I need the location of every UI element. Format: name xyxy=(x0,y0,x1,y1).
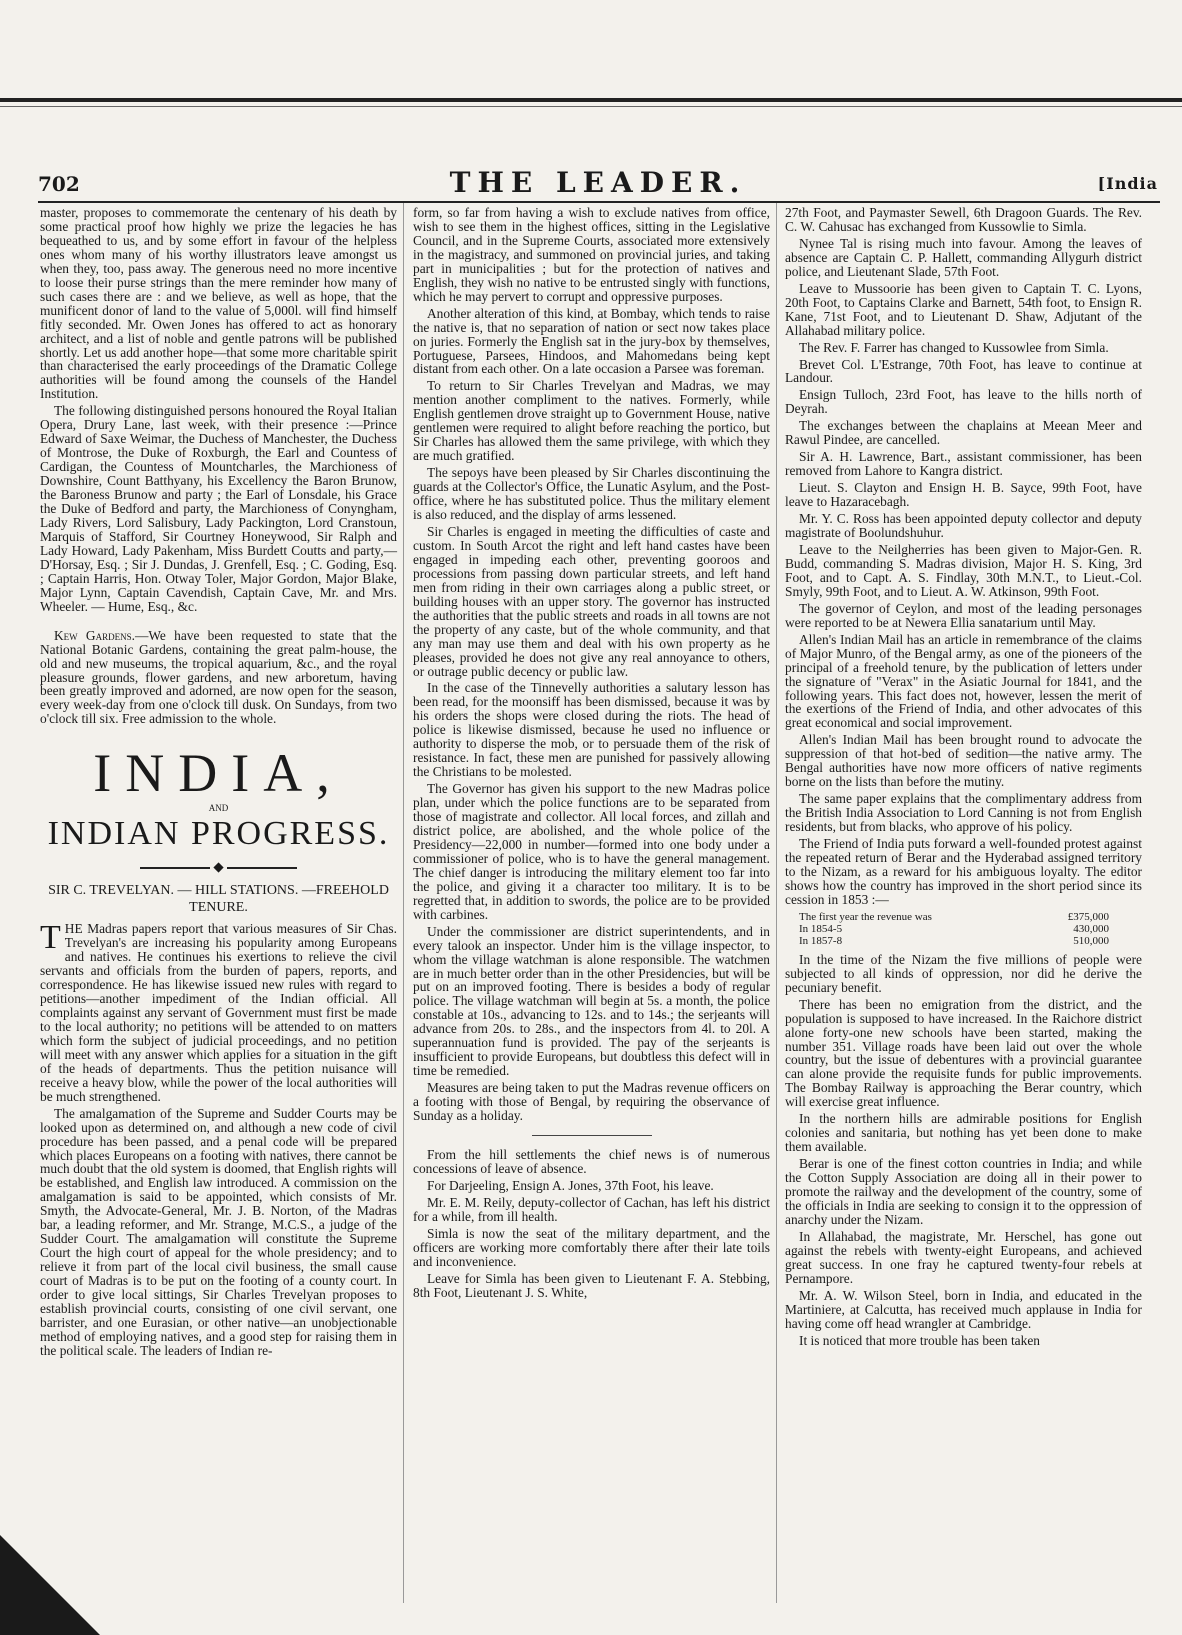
paragraph xyxy=(40,629,397,727)
paragraph: In the northern hills are admirable positions for English colonies and sanitaria, but nothing has yet been done to make them available. xyxy=(785,1111,1142,1155)
paragraph: The amalgamation of the Supreme and Sudder Courts may be looked upon as determined on, and although a new code of civil procedure has been passed, and a penal code will be prepared which places Europeans on a footing with natives, there cannot be much doubt that the old system is doomed, that English rights will be established, and English law introduced. A commission on the amalgamation is said to be appointed, which consists of Mr. Smyth, the Advocate-General, Mr. J. B. Norton, of the Madras bar, a leading reformer, and Mr. Strange, M.C.S., a judge of the Sudder Court. The amalgamation will constitute the Supreme Court the high court of appeal for the whole presidency; and to relieve it from part of the local civil business, the small cause court of Madras is to be put on the footing of a county court. In order to give local sittings, Sir Charles Trevelyan proposes to establish provincial courts, consisting of one civil servant, one barrister, and one Eurasian, or other native—an unobjectionable method of employing natives, and a good step for raising them in the political scale. The leaders of Indian re- xyxy=(40,1105,397,1358)
paragraph: It is noticed that more trouble has been taken xyxy=(799,1332,1040,1348)
column-divider xyxy=(776,203,777,1603)
page-number: 702 xyxy=(38,172,80,196)
paragraph: Measures are being taken to put the Madras revenue officers on a footing with those of Bengal, by requiring the observance of Sunday as a holiday. xyxy=(413,1080,770,1124)
top-border xyxy=(0,98,1182,102)
paragraph: master, proposes to commemorate the centenary of his death by some practical proof how highly we prize the legacies he has bequeathed to us, and by some effort in favour of the helpless ones whom many of his worthy illustrators leave amongst us when they, too, pass away. The generous need no more incentive to loose their purse strings than the mere reminder how many of such cases there are : and we believe, as well as hope, that the munificent donor of land to the value of 5,000l. will find himself fitly seconded. Mr. Owen Jones has offered to act as honorary architect, and a list of noble and gentle patrons will be published shortly. Let us add another hope—that some more charitable spirit than characterised the early proceedings of the Dramatic College authorities will be found among the counsels of the Handel Institution. xyxy=(40,205,397,402)
section-label: [India xyxy=(1097,174,1158,193)
column-divider xyxy=(403,203,404,1603)
paragraph: Brevet Col. L'Estrange, 70th Foot, has leave to continue at Landour. xyxy=(785,356,1142,386)
paragraph: Sir A. H. Lawrence, Bart., assistant commissioner, has been removed from Lahore to Kangra district. xyxy=(785,449,1142,479)
top-border-thin xyxy=(0,106,1182,107)
paragraph: Simla is now the seat of the military department, and the officers are working more comfortably there after their late toils and inconvenience. xyxy=(413,1225,770,1269)
paragraph: In the time of the Nizam the five millions of people were subjected to all kinds of oppression, nor did he derive the pecuniary benefit. xyxy=(785,951,1142,995)
scan-corner-shadow xyxy=(0,1535,100,1635)
paragraph: For Darjeeling, Ensign A. Jones, 37th Foot, his leave. xyxy=(427,1177,714,1193)
section-title-india: INDIA, xyxy=(93,743,344,804)
paragraph: Nynee Tal is rising much into favour. Among the leaves of absence are Captain C. P. Hallett, commanding Allygurh district police, and Lieutenant Slade, 57th Foot. xyxy=(785,235,1142,279)
paragraph: Sir Charles is engaged in meeting the difficulties of caste and custom. In South Arcot the right and left hand castes have been engaged in impeding each other, preventing gooroos and processions from passing down particular streets, and left hand men from riding in their own carriages along a public street, or building houses with an upper story. The governor has instructed the authorities that the public streets and roads in all towns are not the property of any caste, but of the whole community, and that any man may use them and deal with his own property as he pleases, provided he does not give any real annoyance to others, or outrage public decency or public law. xyxy=(413,523,770,679)
column-2 xyxy=(413,206,770,1303)
paragraph: Mr. Y. C. Ross has been appointed deputy collector and deputy magistrate of Boolundshuhur. xyxy=(785,511,1142,541)
paragraph: The same paper explains that the complimentary address from the British India Association to Lord Canning is not from English residents, but from blacks, who approve of his policy. xyxy=(785,791,1142,835)
paragraph: Under the commissioner are district superintendents, and in every talook an inspector. Under him is the village inspector, to whom the village watchman is alone responsible. The watchmen are in much better order than in the other Presidencies, but will be put on an improved footing. There is besides a body of regular police. The village watchman will begin at 5s. a month, the police constable at 10s., advancing to 12s. and to 14s.; the serjeants will advance from 20s. to 28s., and the inspectors from 4l. to 20l. A superannuation fund is provided. The pay of the serjeants is insufficient to provide Europeans, but doubtless this defect will in time be remedied. xyxy=(413,923,770,1079)
paragraph: The Friend of India puts forward a well-founded protest against the repeated return of Berar and the Hyderabad assigned territory to the Nizam, as a reward for his ambiguous loyalty. The editor shows how the country has improved in the short period since its cession in 1853 :— xyxy=(785,836,1142,907)
ornament-rule: ◆ xyxy=(40,860,397,874)
section-title-progress: INDIAN PROGRESS. xyxy=(47,815,390,853)
revenue-table xyxy=(799,911,1109,947)
paragraph: The Governor has given his support to the new Madras police plan, under which the police functions are to be separated from those of magistrate and collector. All local forces, and zillah and district police, are abolished, and the whole police of the Presidency—22,000 in number—formed into one body under a commissioner of police, who is to have the general management. The chief danger is introducing the military element too far into the police, and giving it a character too military. It is to be regretted that, in addition to swords, the police are to be provided with carbines. xyxy=(413,781,770,922)
kew-body: —We have been requested to state that the National Botanic Gardens, containing the great palm-house, the old and new museums, the tropical aquarium, &c., and the royal pleasure grounds, flower gardens, and new arboretum, having been greatly improved and adorned, are now open for the season, every week-day from one o'clock till dusk. On Sundays, from two o'clock till six. Free admission to the whole. xyxy=(40,627,397,727)
revenue-row: In 1857-8 510,000 xyxy=(799,934,1109,947)
page-header xyxy=(38,160,1158,200)
revenue-row: In 1854-5 430,000 xyxy=(799,922,1109,935)
column-3 xyxy=(785,206,1142,1351)
paragraph: To return to Sir Charles Trevelyan and Madras, we may mention another compliment to the natives. Formerly, while English gentlemen drove straight up to Government House, native gentlemen were required to alight before reaching the portico, but Sir Charles has allowed them the same privilege, with which they are much gratified. xyxy=(413,378,770,464)
column-1 xyxy=(40,206,397,1361)
paragraph: Mr. A. W. Wilson Steel, born in India, and educated in the Martiniere, at Calcutta, has received much applause in India for having come off head wrangler at Cambridge. xyxy=(785,1287,1142,1331)
article-subhead: SIR C. TREVELYAN. — HILL STATIONS. —FREEHOLD TENURE. xyxy=(48,883,389,916)
paragraph: From the hill settlements the chief news is of numerous concessions of leave of absence. xyxy=(413,1147,770,1176)
paragraph: Mr. E. M. Reily, deputy-collector of Cachan, has left his district for a while, from ill health. xyxy=(413,1194,770,1224)
divider-rule xyxy=(532,1135,652,1136)
paragraph: The governor of Ceylon, and most of the leading personages were reported to be at Newera Ellia sanatarium until May. xyxy=(785,600,1142,630)
section-title-and: AND xyxy=(208,803,229,814)
paragraph: In the case of the Tinnevelly authorities a salutary lesson has been read, for the moonsiff has been dismissed, because it was by his orders the shops were closed during the riots. The head of police is likewise dismissed, because he used no influence or authority to disperse the mob, or to persuade them of the risk of resistance. In fact, these men are punished for passively allowing the Christians to be molested. xyxy=(413,680,770,780)
paragraph: There has been no emigration from the district, and the population is supposed to have increased. In the Raichore district alone forty-one new schools have been started, making the number 351. Village roads have been laid out over the whole country, but the issue of debentures with a provincial guarantee can alone provide the requisite funds for public improvements. The Bombay Railway is approaching the Berar country, which will exercise great influence. xyxy=(785,996,1142,1110)
paragraph: Leave to the Neilgherries has been given to Major-Gen. R. Budd, commanding S. Madras division, Major H. S. King, 3rd Foot, and to Capt. A. S. Findlay, 30th M.N.T., to Lieut.-Col. Smyly, 99th Foot, and to Lieut. A. W. Atkinson, 99th Foot. xyxy=(785,541,1142,599)
paragraph: The Rev. F. Farrer has changed to Kussowlee from Simla. xyxy=(799,339,1109,355)
masthead: THE LEADER. xyxy=(449,166,747,199)
paragraph: THE Madras papers report that various measures of Sir Chas. Trevelyan's are increasing his popularity among Europeans and natives. He continues his exertions to relieve the civil servants and officials from the burden of papers, reports, and correspondence. He has likewise issued new rules with regard to petitions—another impediment of the Indian official. All complaints against any servant of Government must first be made to the local authority; no petitions will be attended to on matters which form the subject of judicial proceedings, and no petition will meet with any answer which applies for a situation in the gift of the heads of departments. Thus the petition nuisance will receive a heavy blow, while the power of the local authorities will be much strengthened. xyxy=(40,919,397,1104)
paragraph: Lieut. S. Clayton and Ensign H. B. Sayce, 99th Foot, have leave to Hazaracebagh. xyxy=(785,480,1142,510)
paragraph: Another alteration of this kind, at Bombay, which tends to raise the native is, that no separation of nation or sect now takes place on juries. Formerly the English sat in the jury-box by themselves, Portuguese, Parsees, Hindoos, and Mahomedans being kept distant from each other. On a late occasion a Parsee was foreman. xyxy=(413,305,770,377)
paragraph: The exchanges between the chaplains at Meean Meer and Rawul Pindee, are cancelled. xyxy=(785,418,1142,448)
header-rule xyxy=(38,201,1160,203)
paragraph: The sepoys have been pleased by Sir Charles discontinuing the guards at the Collector's Office, the Lunatic Asylum, and the Post-office, where he has substituted police. Thus the military element is also reduced, and the display of arms lessened. xyxy=(413,465,770,523)
paragraph: Berar is one of the finest cotton countries in India; and while the Cotton Supply Association are doing all in their power to promote the railway and the development of the country, some of the officials in India are seeking to consign it to the oppression of anarchy under the Nizam. xyxy=(785,1156,1142,1227)
paragraph: Allen's Indian Mail has been brought round to advocate the suppression of that hot-bed of sedition—the native army. The Bengal authorities have now more officers of native regiments borne on the lists than before the mutiny. xyxy=(785,732,1142,790)
kew-lead: Kew Gardens. xyxy=(54,627,135,643)
paragraph: Allen's Indian Mail has an article in remembrance of the claims of Major Munro, of the Bengal army, as one of the pioneers of the principal of a freehold tenure, by the publication of letters under the signature of "Verax" in the Asiatic Journal for 1841, and the following years. This fact does not, however, lessen the merit of the exertions of the Friend of India, and other advocates of this great economical and social improvement. xyxy=(785,631,1142,731)
drop-cap: T xyxy=(40,919,61,957)
paragraph: In Allahabad, the magistrate, Mr. Herschel, has gone out against the rebels with twenty-eight Europeans, and achieved great success. In one fray he captured twenty-four rebels at Pernampore. xyxy=(785,1228,1142,1286)
paragraph: Leave for Simla has been given to Lieutenant F. A. Stebbing, 8th Foot, Lieutenant J. S. White, xyxy=(413,1270,770,1300)
paragraph: Leave to Mussoorie has been given to Captain T. C. Lyons, 20th Foot, to Captains Clarke and Barnett, 54th foot, to Ensign R. Kane, 71st Foot, and to Lieutenant D. Shaw, Adjutant of the Allahabad military police. xyxy=(785,280,1142,338)
revenue-row: The first year the revenue was £375,000 xyxy=(799,910,1109,923)
paragraph: The following distinguished persons honoured the Royal Italian Opera, Drury Lane, last week, with their presence :—Prince Edward of Saxe Weimar, the Duchess of Manchester, the Duchess of Montrose, the Duke of Roxburgh, the Earl and Countess of Cardigan, the Countess of Mountcharles, the Marchioness of Downshire, Count Batthyany, his Excellency the Baron Brunow, the Baroness Brunow and party ; the Earl of Lonsdale, his Grace the Duke of Bedford and party, the Marchioness of Conyngham, Lady Rivers, Lord Salisbury, Lady Packington, Lord Cranstoun, Marquis of Stafford, Sir Courtney Honeywood, Sir Ralph and Lady Howard, Lady Pakenham, Miss Burdett Coutts and party,—D'Horsay, Esq. ; Sir J. Dundas, J. Grenfell, Esq. ; C. Goding, Esq. ; Captain Harris, Hon. Otway Toler, Major Gordon, Major Blake, Major Lynn, Captain Cavendish, Captain Cave, Mr. and Mrs. Wheeler. — Hume, Esq., &c. xyxy=(40,403,397,614)
paragraph: 27th Foot, and Paymaster Sewell, 6th Dragoon Guards. The Rev. C. W. Cahusac has exchanged from Kussowlie to Simla. xyxy=(785,205,1142,234)
paragraph: Ensign Tulloch, 23rd Foot, has leave to the hills north of Deyrah. xyxy=(785,387,1142,417)
paragraph: form, so far from having a wish to exclude natives from office, wish to see them in the highest offices, sitting in the Legislative Council, and in the Supreme Courts, associated more extensively in the magistracy, and summoned on provincial juries, and taking part in municipalities ; but for the protection of natives and English, they wish no native to be entrusted singly with functions, which he may pervert to corrupt and oppressive purposes. xyxy=(413,205,770,304)
